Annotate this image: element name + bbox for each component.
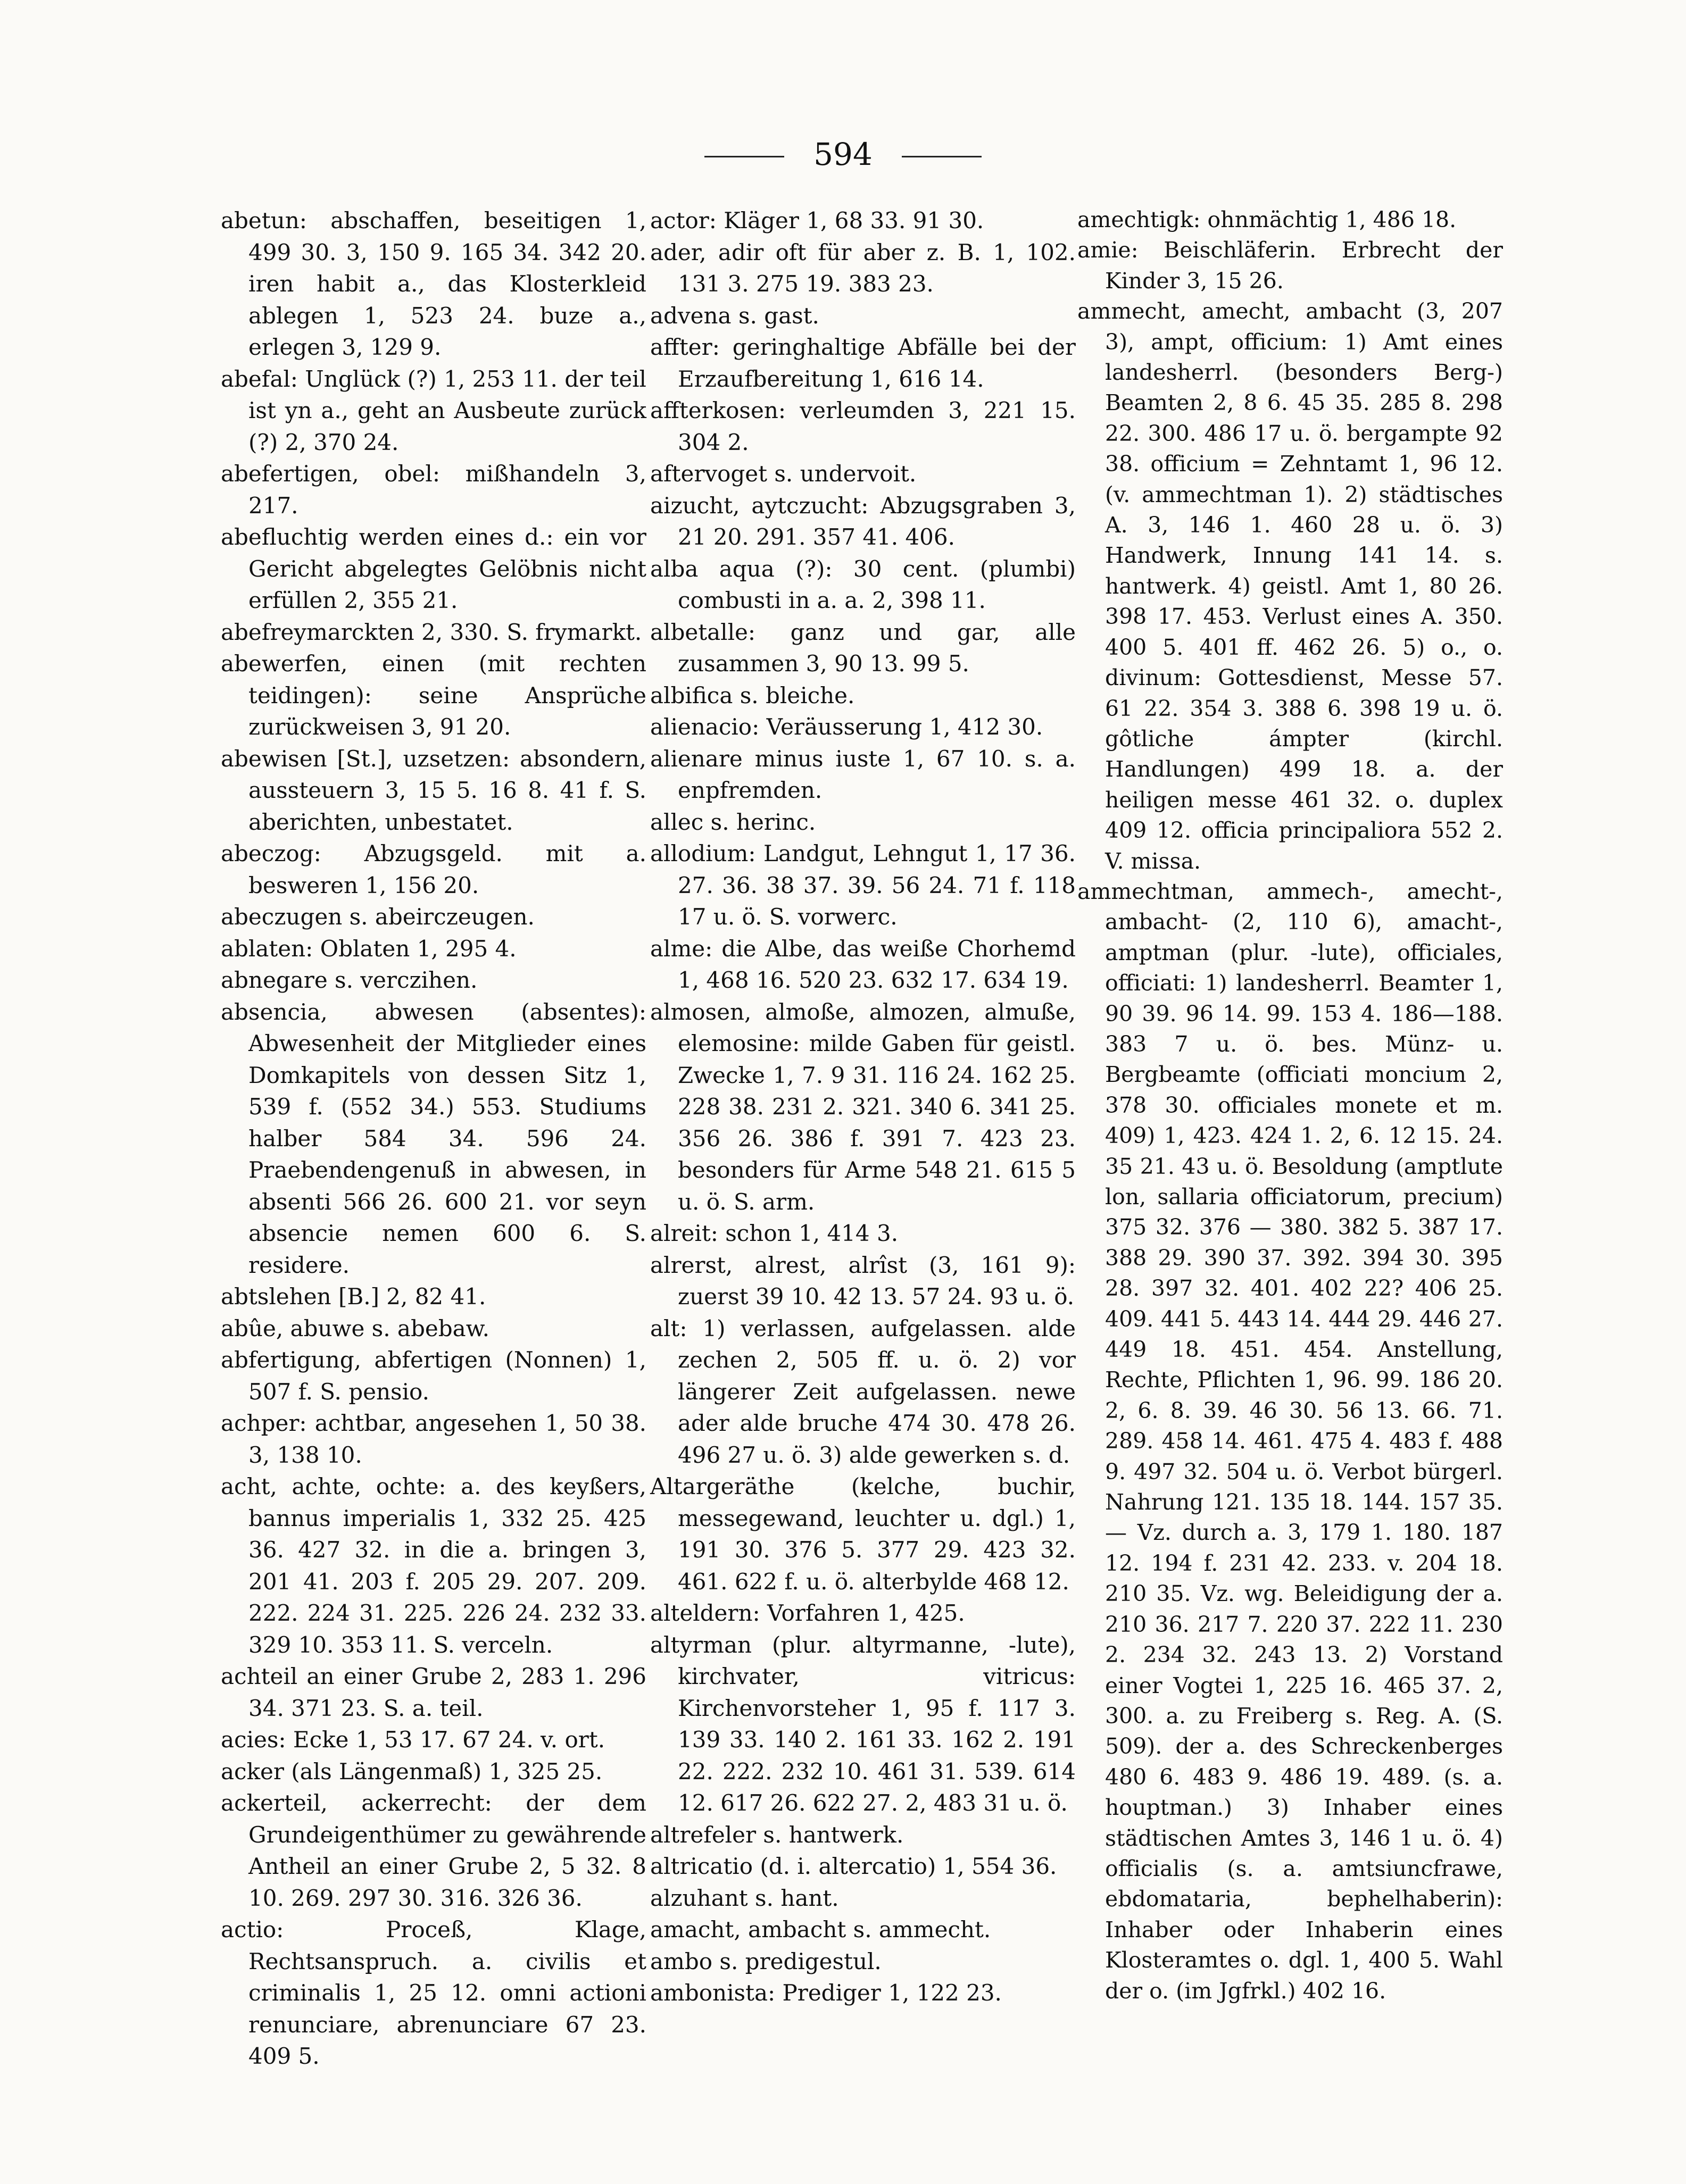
entry: abewerfen, einen (mit rechten teidingen): seine Ansprüche zurückweisen 3, 91 20. bbox=[221, 651, 646, 740]
entry: abefluchtig werden eines d.: ein vor Gericht abgelegtes Gelöbnis nicht erfüllen 2, 355 21. bbox=[221, 524, 646, 613]
column-right bbox=[1077, 205, 1503, 2006]
entry: abefreymarckten 2, 330. S. frymarkt. bbox=[221, 619, 642, 645]
entry: ablaten: Oblaten 1, 295 4. bbox=[221, 935, 517, 962]
entry: abtslehen [B.] 2, 82 41. bbox=[221, 1283, 486, 1310]
entry: alrerst, alrest, alrîst (3, 161 9): zuerst 39 10. 42 13. 57 24. 93 u. ö. bbox=[650, 1252, 1076, 1310]
entry: alba aqua (?): 30 cent. (plumbi) combusti in a. a. 2, 398 11. bbox=[650, 555, 1076, 613]
entry: acker (als Längenmaß) 1, 325 25. bbox=[221, 1758, 603, 1785]
entry: affter: geringhaltige Abfälle bei der Erzaufbereitung 1, 616 14. bbox=[650, 334, 1076, 392]
entry: altrefeler s. hantwerk. bbox=[650, 1821, 904, 1848]
entry: aftervoget s. undervoit. bbox=[650, 461, 917, 487]
entry: aizucht, aytczucht: Abzugsgraben 3, 21 20. 291. 357 41. 406. bbox=[650, 492, 1076, 550]
header-rule-left bbox=[704, 156, 784, 157]
header-rule-right bbox=[902, 156, 982, 157]
entry: allodium: Landgut, Lehngut 1, 17 36. 27. 36. 38 37. 39. 56 24. 71 f. 118 17 u. ö. S. vorwerc. bbox=[650, 840, 1076, 930]
entry: affterkosen: verleumden 3, 221 15. 304 2. bbox=[650, 397, 1076, 455]
entry: ader, adir oft für aber z. B. 1, 102. 131 3. 275 19. 383 23. bbox=[650, 239, 1076, 297]
entry: almosen, almoße, almozen, almuße, elemosine: milde Gaben für geistl. Zwecke 1, 7. 9 31. 116 24. 162 25. 228 38. 231 2. 321. 340 6. 341 25. 356 26. 386 f. 391 7. 423 23. besonders für Arme 548 21. 615 5 u. ö. S. arm. bbox=[650, 998, 1076, 1215]
page-number: 594 bbox=[813, 136, 873, 172]
entry: actor: Kläger 1, 68 33. 91 30. bbox=[650, 207, 984, 234]
entry: abnegare s. verczihen. bbox=[221, 967, 478, 993]
entry: ambonista: Prediger 1, 122 23. bbox=[650, 1980, 1002, 2006]
entry: actio: Proceß, Klage, Rechtsanspruch. a. civilis et criminalis 1, 25 12. omni actioni renunciare, abrenunciare 67 23. 409 5. bbox=[221, 1916, 646, 2069]
entry: abetun: abschaffen, beseitigen 1, 499 30. 3, 150 9. 165 34. 342 20. iren habit a., das Klosterkleid ablegen 1, 523 24. buze a., erlegen 3, 129 9. bbox=[221, 207, 646, 360]
entry: alt: 1) verlassen, aufgelassen. alde zechen 2, 505 ff. u. ö. 2) vor längerer Zeit aufgelassen. newe ader alde bruche 474 30. 478 26. 496 27 u. ö. 3) alde gewerken s. d. bbox=[650, 1315, 1076, 1468]
entry: abefal: Unglück (?) 1, 253 11. der teil ist yn a., geht an Ausbeute zurück (?) 2, 370 24. bbox=[221, 365, 646, 455]
entry: abefertigen, obel: mißhandeln 3, 217. bbox=[221, 461, 646, 519]
entry: abewisen [St.], uzsetzen: absondern, aussteuern 3, 15 5. 16 8. 41 f. S. aberichten, unbestatet. bbox=[221, 745, 646, 835]
entry: abfertigung, abfertigen (Nonnen) 1, 507 f. S. pensio. bbox=[221, 1347, 646, 1405]
entry: amie: Beischläferin. Erbrecht der Kinder 3, 15 26. bbox=[1077, 237, 1503, 294]
entry: acies: Ecke 1, 53 17. 67 24. v. ort. bbox=[221, 1727, 605, 1753]
entry: absencia, abwesen (absentes): Abwesenheit der Mitglieder eines Domkapitels von dessen Sitz 1, 539 f. (552 34.) 553. Studiums halber 584 34. 596 24. Praebendengenuß in abwesen, in absenti 566 26. 600 21. vor seyn absencie nemen 600 6. S. residere. bbox=[221, 998, 646, 1278]
entry: advena s. gast. bbox=[650, 302, 819, 329]
entry: allec s. herinc. bbox=[650, 808, 816, 835]
entry: amechtigk: ohnmächtig 1, 486 18. bbox=[1077, 207, 1457, 232]
entry: Altargeräthe (kelche, buchir, messegewand, leuchter u. dgl.) 1, 191 30. 376 5. 377 29. 423 32. 461. 622 f. u. ö. alterbylde 468 12. bbox=[650, 1473, 1076, 1595]
column-left bbox=[221, 205, 646, 2072]
entry: alme: die Albe, das weiße Chorhemd 1, 468 16. 520 23. 632 17. 634 19. bbox=[650, 935, 1076, 993]
page-header bbox=[0, 136, 1686, 173]
entry: altyrman (plur. altyrmanne, -lute), kirchvater, vitricus: Kirchenvorsteher 1, 95 f. 117 3. 139 33. 140 2. 161 33. 162 2. 191 22. 222. 232 10. 461 31. 539. 614 12. 617 26. 622 27. 2, 483 31 u. ö. bbox=[650, 1631, 1076, 1816]
entry: amacht, ambacht s. ammecht. bbox=[650, 1916, 991, 1943]
entry: abûe, abuwe s. abebaw. bbox=[221, 1315, 489, 1341]
entry: abeczog: Abzugsgeld. mit a. besweren 1, 156 20. bbox=[221, 840, 646, 898]
column-middle bbox=[650, 205, 1076, 2009]
entry: alzuhant s. hant. bbox=[650, 1885, 839, 1911]
entry: altricatio (d. i. altercatio) 1, 554 36. bbox=[650, 1853, 1057, 1879]
entry: ammechtman, ammech-, amecht-, ambacht- (2, 110 6), amacht-, amptman (plur. -lute), officiales, officiati: 1) landesherrl. Beamter 1, 90 39. 96 14. 99. 153 4. 186—188. 383 7 u. ö. bes. Münz- u. Bergbeamte (officiati moncium 2, 378 30. officiales monete et m. 409) 1, 423. 424 1. 2, 6. 12 15. 24. 35 21. 43 u. ö. Besoldung (amptlute lon, sallaria officiatorum, precium) 375 32. 376 — 380. 382 5. 387 17. 388 29. 390 37. 392. 394 30. 395 28. 397 32. 401. 402 22? 406 25. 409. 441 5. 443 14. 444 29. 446 27. 449 18. 451. 454. Anstellung, Rechte, Pflichten 1, 96. 99. 186 20. 2, 6. 8. 39. 46 30. 56 13. 66. 71. 289. 458 14. 461. 475 4. 483 f. 488 9. 497 32. 504 u. ö. Verbot bürgerl. Nahrung 121. 135 18. 144. 157 35. — Vz. durch a. 3, 179 1. 180. 187 12. 194 f. 231 42. 233. v. 204 18. 210 35. Vz. wg. Beleidigung der a. 210 36. 217 7. 220 37. 222 11. 230 2. 234 32. 243 13. 2) Vorstand einer Vogtei 1, 225 16. 465 37. 2, 300. a. zu Freiberg s. Reg. A. (S. 509). der a. des Schreckenberges 480 6. 483 9. 486 19. 489. (s. a. houptman.) 3) Inhaber eines städtischen Amtes 3, 146 1 u. ö. 4) officialis (s. a. amtsiuncfrawe, ebdomataria, bephelhaberin): Inhaber oder Inhaberin eines Klosteramtes o. dgl. 1, 400 5. Wahl der o. (im Jgfrkl.) 402 16. bbox=[1077, 878, 1503, 2004]
entry: acht, achte, ochte: a. des keyßers, bannus imperialis 1, 332 25. 425 36. 427 32. in die a. bringen 3, 201 41. 203 f. 205 29. 207. 209. 222. 224 31. 225. 226 24. 232 33. 329 10. 353 11. S. verceln. bbox=[221, 1473, 646, 1658]
entry: alienare minus iuste 1, 67 10. s. a. enpfremden. bbox=[650, 745, 1076, 803]
entry: ammecht, amecht, ambacht (3, 207 3), ampt, officium: 1) Amt eines landesherrl. (besonders Berg-) Beamten 2, 8 6. 45 35. 285 8. 298 22. 300. 486 17 u. ö. bergampte 92 38. officium = Zehntamt 1, 96 12. (v. ammechtman 1). 2) städtisches A. 3, 146 1. 460 28 u. ö. 3) Handwerk, Innung 141 14. s. hantwerk. 4) geistl. Amt 1, 80 26. 398 17. 453. Verlust eines A. 350. 400 5. 401 ff. 462 26. 5) o., o. divinum: Gottesdienst, Messe 57. 61 22. 354 3. 388 6. 398 19 u. ö. gôtliche ámpter (kirchl. Handlungen) 499 18. a. der heiligen messe 461 32. o. duplex 409 12. officia principaliora 552 2. V. missa. bbox=[1077, 298, 1503, 874]
entry: achper: achtbar, angesehen 1, 50 38. 3, 138 10. bbox=[221, 1410, 646, 1468]
entry: achteil an einer Grube 2, 283 1. 296 34. 371 23. S. a. teil. bbox=[221, 1663, 646, 1721]
entry: alreit: schon 1, 414 3. bbox=[650, 1220, 899, 1246]
entry: abeczugen s. abeirczeugen. bbox=[221, 904, 535, 930]
entry: albifica s. bleiche. bbox=[650, 682, 855, 708]
entry: ackerteil, ackerrecht: der dem Grundeigenthümer zu gewährende Antheil an einer Grube 2, 5 32. 8 10. 269. 297 30. 316. 326 36. bbox=[221, 1790, 646, 1911]
entry: alteldern: Vorfahren 1, 425. bbox=[650, 1600, 965, 1626]
entry: ambo s. predigestul. bbox=[650, 1948, 882, 1974]
entry: alienacio: Veräusserung 1, 412 30. bbox=[650, 714, 1043, 740]
entry: albetalle: ganz und gar, alle zusammen 3, 90 13. 99 5. bbox=[650, 619, 1076, 677]
